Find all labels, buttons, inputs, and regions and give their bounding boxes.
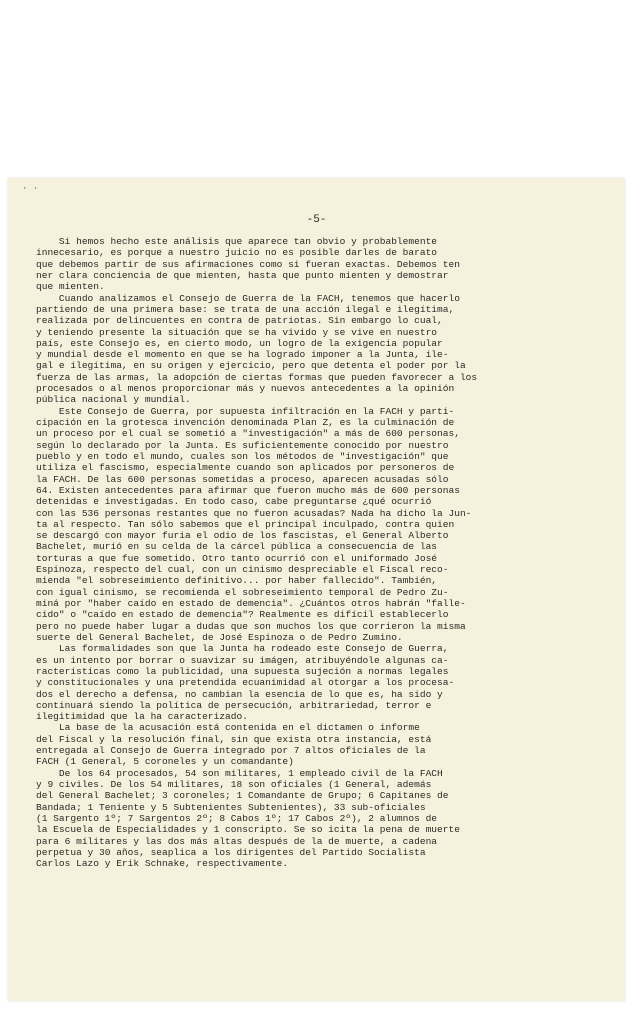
text-line: Las formalidades son que la Junta ha rodeado este Consejo de Guerra, bbox=[36, 643, 449, 655]
text-line: gal e ilegítima, en su origen y ejercicio, pero que detenta el poder por la bbox=[36, 360, 466, 372]
text-line: es un intento por borrar o suavizar su imágen, atribuyéndole algunas ca- bbox=[36, 654, 449, 666]
text-line: fuerza de las armas, la adopción de ciertas formas que pueden favorecer a los bbox=[36, 371, 478, 383]
text-line: se descargó con mayor furia el odio de los fascistas, el General Alberto bbox=[36, 530, 449, 542]
text-line: torturas a que fue sometido. Otro tanto ocurrió con el uniformado José bbox=[36, 552, 438, 564]
paragraph bbox=[36, 722, 616, 767]
text-line: la FACH. De las 600 personas sometidas a proceso, aparecen acusadas sólo bbox=[36, 473, 449, 485]
text-line: pueblo y en todo el mundo, cuales son los métodos de "investigación" que bbox=[36, 450, 449, 462]
text-line: procesados o al menos proporcionar más y nuevos antecedentes a la opinión bbox=[36, 383, 455, 395]
text-line: la Escuela de Especialidades y 1 conscripto. Se so icita la pena de muerte bbox=[36, 824, 460, 836]
text-line: La base de la acusación está contenida en el dictamen o informe bbox=[36, 722, 420, 734]
text-line: utiliza el fascismo, especialmente cuando son aplicados por personeros de bbox=[36, 462, 455, 474]
text-line: detenidas e investigadas. En todo caso, cabe preguntarse ¿qué ocurrió bbox=[36, 496, 432, 508]
text-line: y mundial desde el momento en que se ha logrado imponer a la Junta, ile- bbox=[36, 349, 449, 361]
text-line: país, este Consejo es, en cierto modo, un logro de la exigencia popular bbox=[36, 337, 443, 349]
paragraph bbox=[36, 768, 616, 870]
scan-speck: · · bbox=[22, 184, 39, 194]
text-line: miná por "haber caído en estado de demencia". ¿Cuántos otros habrán "falle- bbox=[36, 598, 466, 609]
text-line: racterísticas como la publicidad, una supuesta sujeción a normas legales bbox=[36, 665, 449, 677]
text-line: que mienten. bbox=[36, 281, 105, 293]
text-line: cipación en la grotesca invención denominada Plan Z, es la culminación de bbox=[36, 417, 455, 428]
text-line: mienda "el sobreseimiento definitivo... por haber fallecido". También, bbox=[36, 575, 438, 587]
text-line: Bandada; 1 Teniente y 5 Subtenientes Subtenientes), 33 sub-oficiales bbox=[36, 801, 426, 813]
text-line: suerte del General Bachelet, de José Espinoza o de Pedro Zumino. bbox=[36, 631, 403, 643]
text-line: del General Bachelet; 3 coroneles; 1 Comandante de Grupo; 6 Capitanes de bbox=[36, 790, 449, 802]
paragraph bbox=[36, 293, 616, 406]
text-line: innecesario, es porque a nuestro juicio no es posible darles de barato bbox=[36, 247, 438, 259]
text-line: De los 64 procesados, 54 son militares, 1 empleado civil de la FACH bbox=[36, 767, 443, 779]
text-line: para 6 militares y las dos más altas después de la de muerte, a cadena bbox=[36, 835, 438, 847]
paragraph bbox=[36, 406, 616, 644]
document-page bbox=[8, 178, 625, 1001]
text-line: 64. Existen antecedentes para afirmar que fueron mucho más de 600 personas bbox=[36, 484, 460, 496]
text-line: y 9 civiles. De los 54 militares, 18 son oficiales (1 General, además bbox=[36, 779, 432, 790]
text-line: Bachelet, murió en su celda de la cárcel pública a consecuencia de las bbox=[36, 541, 438, 553]
page-number: -5- bbox=[306, 214, 327, 226]
text-line: ner clara conciencia de que mienten, hasta que punto mienten y demostrar bbox=[36, 269, 449, 281]
text-line: Cuando analizamos el Consejo de Guerra de la FACH, tenemos que hacerlo bbox=[36, 292, 460, 304]
text-line: FACH (1 General, 5 coroneles y un comandante) bbox=[36, 756, 294, 768]
text-line: según lo declarado por la Junta. Es suficientemente conocido por nuestro bbox=[36, 439, 449, 451]
text-line: ta al respecto. Tan sólo sabemos que el principal inculpado, contra quien bbox=[36, 518, 455, 530]
text-line: continuará siendo la política de persecución, arbitrariedad, terror e bbox=[36, 699, 432, 711]
text-line: realizada por delincuentes en contra de patriotas. Sin embargo lo cual, bbox=[36, 315, 443, 327]
document-body bbox=[36, 236, 616, 870]
text-line: ilegitimidad que la ha caracterizado. bbox=[36, 711, 248, 723]
paragraph bbox=[36, 236, 616, 293]
text-line: Carlos Lazo y Erik Schnake, respectivamente. bbox=[36, 858, 289, 870]
text-line: perpetua y 30 años, seaplica a los dirigentes del Partido Socialista bbox=[36, 846, 426, 858]
text-line: Si hemos hecho este análisis que aparece tan obvio y probablemente bbox=[36, 236, 438, 247]
text-line: entregada al Consejo de Guerra integrado por 7 altos oficiales de la bbox=[36, 745, 426, 757]
text-line: partiendo de una primera base: se trata de una acción ilegal e ilegítima, bbox=[36, 303, 455, 315]
text-line: y constitucionales y una pretendida ecuanimidad al otorgar a los procesa- bbox=[36, 677, 455, 689]
text-line: del Fiscal y la resolución final, sin que exista otra instancia, está bbox=[36, 733, 432, 745]
text-line: dos el derecho a defensa, no cambian la esencia de lo que es, ha sido y bbox=[36, 688, 443, 700]
text-line: (1 Sargento 1º; 7 Sargentos 2º; 8 Cabos 1º; 17 Cabos 2º), 2 alumnos de bbox=[36, 812, 438, 824]
text-line: con igual cinismo, se recomienda el sobreseimiento temporal de Pedro Zu- bbox=[36, 586, 449, 598]
text-line: Espinoza, respecto del cual, con un cinismo despreciable el Fiscal reco- bbox=[36, 564, 449, 576]
text-line: Este Consejo de Guerra, por supuesta infiltración en la FACH y parti- bbox=[36, 405, 455, 417]
text-line: cido" o "caído en estado de demencia"? Realmente es difícil establecerlo bbox=[36, 609, 449, 621]
text-line: un proceso por el cual se sometió a "investigación" a más de 600 personas, bbox=[36, 428, 460, 440]
paragraph bbox=[36, 643, 616, 722]
text-line: que debemos partir de sus afirmaciones como si fueran exactas. Debemos ten bbox=[36, 258, 460, 270]
text-line: con las 536 personas restantes que no fueron acusadas? Nada ha dicho la Jun- bbox=[36, 507, 472, 519]
text-line: pero no puede haber lugar a dudas que son muchos los que corrieron la misma bbox=[36, 620, 466, 632]
text-line: pública nacional y mundial. bbox=[36, 394, 191, 406]
text-line: y teniendo presente la situación que se ha vivido y se vive en nuestro bbox=[36, 326, 438, 338]
